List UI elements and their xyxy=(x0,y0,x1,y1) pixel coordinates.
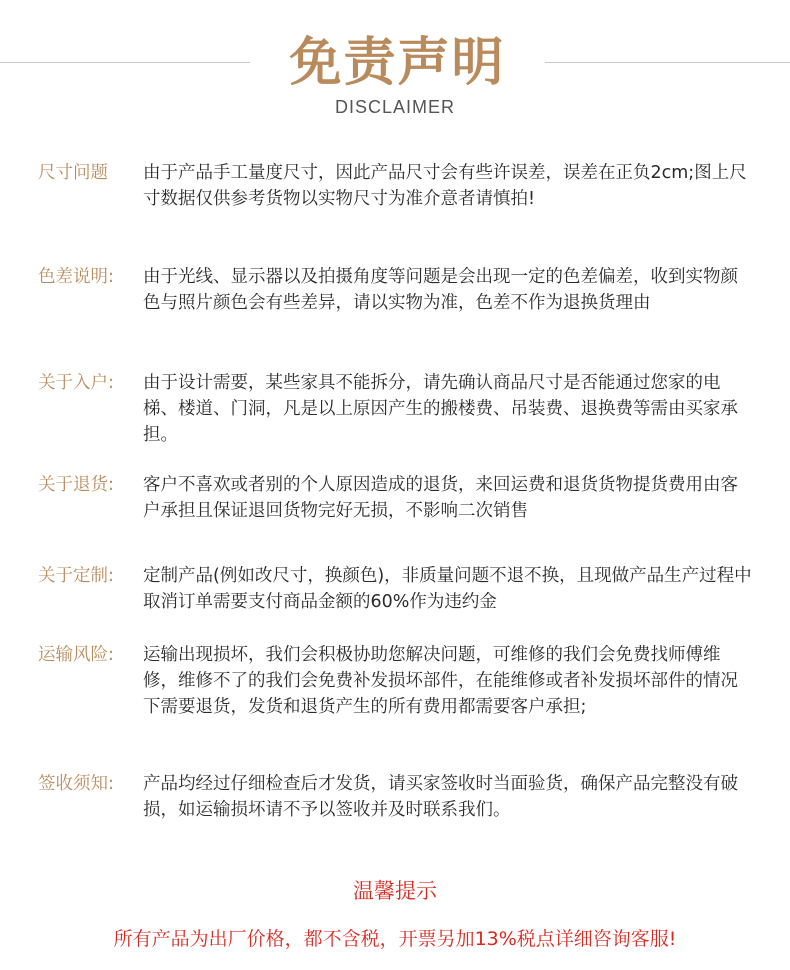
section-text: 由于产品手工量度尺寸，因此产品尺寸会有些许误差，误差在正负2cm;图上尺寸数据仅供参考货物以实物尺寸为准介意者请慎拍! xyxy=(143,163,747,209)
section-label: 关于入户: xyxy=(38,373,114,393)
section-text: 运输出现损坏，我们会积极协助您解决问题，可维修的我们会免费找师傅维修，维修不了的我们会免费补发损坏部件，在能维修或者补发损坏部件的情况下需要退货，发货和退货产生的所有费用都需要客户承担; xyxy=(143,645,738,717)
section-label: 关于定制: xyxy=(38,566,114,586)
page-title: 免责声明 xyxy=(289,33,506,93)
section-text: 由于设计需要，某些家具不能拆分，请先确认商品尺寸是否能通过您家的电梯、楼道、门洞，凡是以上原因产生的搬楼费、吊装费、退换费等需由买家承担。 xyxy=(143,373,738,445)
divider-left xyxy=(0,62,250,63)
section-label: 关于退货: xyxy=(38,475,114,495)
section-label: 色差说明: xyxy=(38,267,114,287)
tip-text: 所有产品为出厂价格，都不含税，开票另加13%税点详细咨询客服! xyxy=(113,928,677,950)
tip-title: 温馨提示 xyxy=(353,879,437,903)
title-row xyxy=(0,30,790,100)
section-label: 运输风险: xyxy=(38,645,114,665)
section-text: 由于光线、显示器以及拍摄角度等问题是会出现一定的色差偏差，收到实物颜色与照片颜色会有些差异，请以实物为准，色差不作为退换货理由 xyxy=(143,267,738,313)
section-label: 尺寸问题 xyxy=(38,163,108,183)
section-label: 签收须知: xyxy=(38,774,114,794)
section-text: 客户不喜欢或者别的个人原因造成的退货，来回运费和退货货物提货费用由客户承担且保证退回货物完好无损，不影响二次销售 xyxy=(143,475,738,521)
section-text: 定制产品(例如改尺寸，换颜色)，非质量问题不退不换，且现做产品生产过程中取消订单需要支付商品金额的60%作为违约金 xyxy=(143,566,752,612)
disclaimer-header xyxy=(0,0,790,130)
page-subtitle: DISCLAIMER xyxy=(334,97,456,117)
section-text: 产品均经过仔细检查后才发货，请买家签收时当面验货，确保产品完整没有破损，如运输损坏请不予以签收并及时联系我们。 xyxy=(143,774,738,820)
divider-right xyxy=(545,62,790,63)
